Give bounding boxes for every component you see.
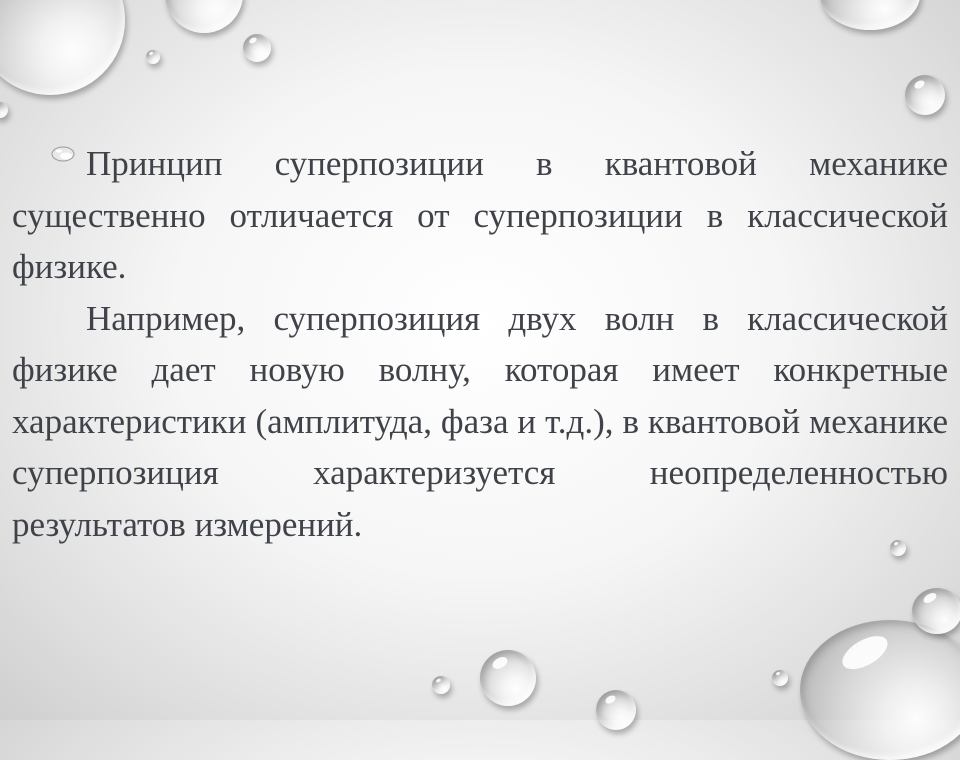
water-drop-decoration xyxy=(800,620,960,760)
paragraph: Например, суперпозиция двух волн в классической физике дает новую волну, которая имеет конкретные характеристики (амплитуда, фаза и т.д.), в квантовой механике суперпозиция характеризуется неопределенностью результатов измерений. xyxy=(12,298,948,544)
water-drop-decoration xyxy=(432,676,450,694)
water-drop-decoration xyxy=(905,75,945,115)
water-drop-decoration xyxy=(243,34,271,62)
water-drop-decoration xyxy=(480,650,536,706)
water-drop-decoration xyxy=(165,0,243,33)
water-drop-decoration xyxy=(772,670,788,686)
slide-body-text xyxy=(12,138,948,550)
water-drop-decoration xyxy=(0,0,125,95)
water-drop-decoration xyxy=(596,690,636,730)
water-drop-decoration xyxy=(146,50,160,64)
paragraph: Принцип суперпозиции в квантовой механике существенно отличается от суперпозиции в классической физике. xyxy=(12,144,948,286)
water-drop-decoration xyxy=(820,0,920,30)
water-drop-decoration xyxy=(912,588,960,634)
water-drop-decoration xyxy=(0,102,8,118)
